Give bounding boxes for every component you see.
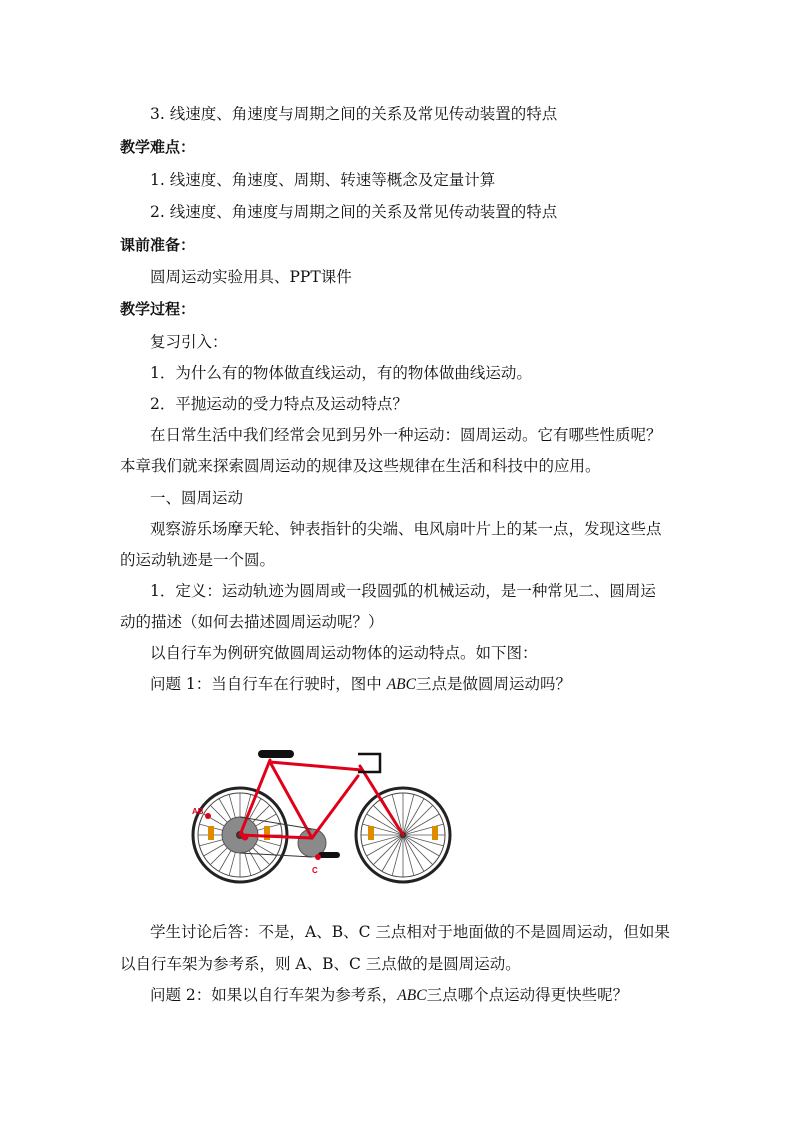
question-1: 问题 1：当自行车在行驶时，图中 ABC三点是做圆周运动吗？ <box>150 675 572 693</box>
question-2: 问题 2：如果以自行车架为参考系，ABC三点哪个点运动得更快些呢？ <box>150 986 629 1004</box>
point-c <box>315 854 321 860</box>
seat <box>258 750 294 758</box>
answer-line-2: 以自行车架为参考系，则 A、B、C 三点做的是圆周运动。 <box>120 955 521 973</box>
observe-paragraph-line-2: 的运动轨迹是一个圆。 <box>120 551 276 569</box>
answer-line-1: 学生讨论后答：不是，A、B、C 三点相对于地面做的不是圆周运动，但如果 <box>150 923 670 941</box>
spoke <box>403 794 414 835</box>
spoke <box>403 835 414 876</box>
bicycle-figure <box>190 740 460 900</box>
bike-intro: 以自行车为例研究做圆周运动物体的运动特点。如下图： <box>150 644 538 662</box>
reflector <box>264 826 270 840</box>
reflector <box>208 826 214 840</box>
objective-3: 3. 线速度、角速度与周期之间的关系及常见传动装置的特点 <box>150 105 558 123</box>
difficulty-heading: 教学难点： <box>120 138 196 156</box>
observe-paragraph-line-1: 观察游乐场摩天轮、钟表指针的尖端、电风扇叶片上的某一点，发现这些点 <box>150 520 662 538</box>
intro-paragraph-line-2: 本章我们就来探索圆周运动的规律及这些规律在生活和科技中的应用。 <box>120 457 601 475</box>
review-heading: 复习引入： <box>150 333 228 351</box>
point-a <box>205 813 211 819</box>
reflector <box>432 826 438 840</box>
section-heading-circular-motion: 一、圆周运动 <box>150 489 244 507</box>
definition-line-2: 动的描述（如何去描述圆周运动呢？） <box>120 613 384 631</box>
pedal <box>318 852 340 858</box>
label-ab: AB <box>192 807 204 816</box>
process-heading: 教学过程： <box>120 300 196 318</box>
intro-paragraph-line-1: 在日常生活中我们经常会见到另外一种运动：圆周运动。它有哪些性质呢？ <box>150 426 662 444</box>
point-b <box>242 834 249 841</box>
review-question-1: 1．为什么有的物体做直线运动，有的物体做曲线运动。 <box>150 364 532 382</box>
spoke <box>392 835 403 876</box>
difficulty-item-1: 1. 线速度、角速度、周期、转速等概念及定量计算 <box>150 171 496 189</box>
definition-line-1: 1．定义：运动轨迹为圆周或一段圆弧的机械运动，是一种常见二、圆周运 <box>150 582 656 600</box>
prep-text: 圆周运动实验用具、PPT课件 <box>150 268 352 286</box>
difficulty-item-2: 2. 线速度、角速度与周期之间的关系及常见传动装置的特点 <box>150 203 558 221</box>
review-question-2: 2．平抛运动的受力特点及运动特点？ <box>150 395 408 413</box>
label-c: C <box>312 866 318 875</box>
reflector <box>368 826 374 840</box>
prep-heading: 课前准备： <box>120 236 196 254</box>
